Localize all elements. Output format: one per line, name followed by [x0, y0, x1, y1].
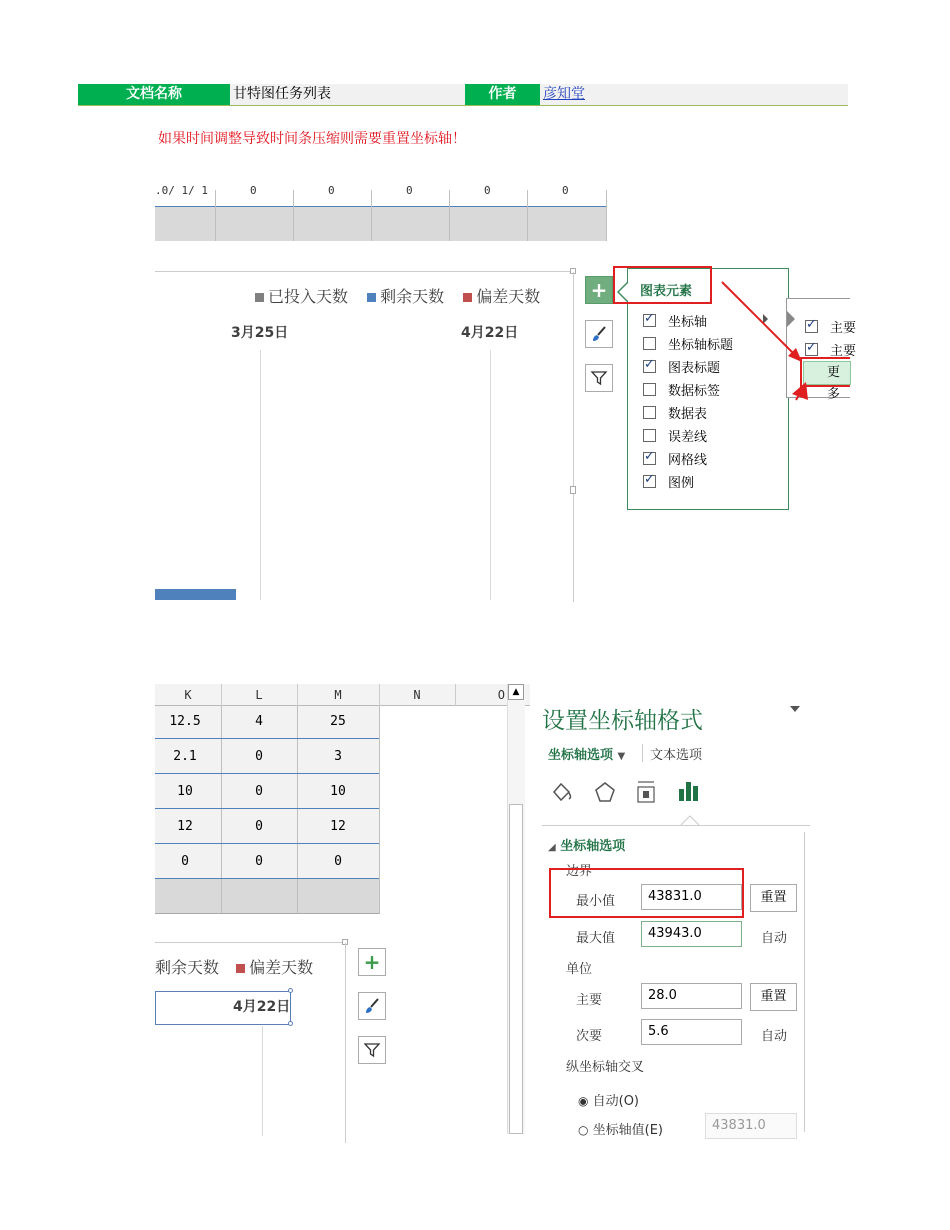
- gridline: [490, 350, 491, 600]
- checkbox-chart-title[interactable]: [643, 360, 656, 373]
- radio-auto[interactable]: [578, 1090, 639, 1109]
- chart-legend[interactable]: [255, 284, 540, 307]
- chart-top-border: [155, 942, 345, 943]
- gray-row: [155, 207, 607, 241]
- popup-title: 图表元素: [640, 284, 693, 299]
- checkbox-axis-title[interactable]: [643, 337, 656, 350]
- row-divider: [155, 738, 379, 739]
- screenshot-spreadsheet: [155, 684, 530, 1134]
- warning-note: 如果时间调整导致时间条压缩则需要重置坐标轴！: [158, 131, 466, 147]
- screenshot-chart-elements: [155, 184, 607, 600]
- element-error-bars[interactable]: [643, 424, 783, 447]
- scroll-up-icon[interactable]: ▲: [508, 684, 524, 700]
- chart-elements-button[interactable]: [585, 276, 613, 304]
- table-cell[interactable]: 12.5: [169, 714, 201, 729]
- element-label: 误差线: [668, 430, 708, 445]
- gridline: [260, 350, 261, 600]
- element-label: 网格线: [668, 453, 708, 468]
- annotation-arrows: [700, 270, 840, 410]
- column-header[interactable]: K: [184, 688, 192, 702]
- top-row-cell: 0: [406, 184, 413, 197]
- row-divider: [155, 808, 379, 809]
- table-cell[interactable]: 10: [177, 784, 193, 799]
- major-reset-button[interactable]: 重置: [750, 983, 797, 1011]
- grid-col-line: [606, 190, 607, 241]
- legend-swatch-remaining: [367, 293, 376, 302]
- plus-icon: +: [590, 278, 608, 302]
- effects-tab[interactable]: [592, 780, 618, 808]
- filter-icon: [363, 1041, 381, 1059]
- chart-elements-button[interactable]: [358, 948, 386, 976]
- legend-swatch-deviation: [463, 293, 472, 302]
- pentagon-icon: [592, 780, 618, 804]
- submenu-label: 主要: [830, 344, 857, 359]
- element-legend[interactable]: [643, 470, 783, 493]
- min-bound-input[interactable]: 43831.0: [641, 884, 742, 910]
- chart-right-border: [345, 943, 346, 1143]
- panel-scrollbar[interactable]: [804, 832, 814, 1132]
- row-divider: [155, 843, 379, 844]
- top-row: [155, 184, 607, 204]
- chart-right-border: [573, 272, 574, 602]
- header-divider: [455, 684, 456, 706]
- element-gridlines[interactable]: [643, 447, 783, 470]
- column-header[interactable]: N: [413, 688, 421, 702]
- brush-icon: [363, 997, 381, 1015]
- tab-caret: [680, 814, 700, 826]
- max-auto-label[interactable]: 自动: [761, 931, 788, 946]
- header-divider: [379, 684, 380, 706]
- checkbox-legend[interactable]: [643, 475, 656, 488]
- table-cell[interactable]: 0: [255, 819, 263, 834]
- checkbox-data-labels[interactable]: [643, 383, 656, 396]
- table-cell[interactable]: 12: [330, 819, 346, 834]
- checkbox-axis[interactable]: [643, 314, 656, 327]
- table-cell[interactable]: 0: [255, 784, 263, 799]
- table-cell[interactable]: 25: [330, 714, 346, 729]
- column-header[interactable]: L: [255, 688, 263, 702]
- legend-remaining: 剩余天数: [380, 287, 445, 306]
- section-label: 坐标轴选项: [560, 839, 626, 854]
- row-divider: [155, 773, 379, 774]
- gridline: [262, 1026, 263, 1136]
- axis-date-label: 3月25日: [231, 325, 289, 341]
- tab-axis-options[interactable]: [548, 744, 625, 763]
- highlight-box-min: [549, 868, 744, 918]
- chart-legend[interactable]: [155, 955, 313, 978]
- paint-bucket-icon: [549, 780, 575, 804]
- table-cell[interactable]: 0: [181, 854, 189, 869]
- tab-text-options[interactable]: 文本选项: [650, 748, 703, 763]
- legend-invested: 已投入天数: [268, 287, 349, 306]
- tab-divider: [642, 744, 643, 762]
- table-cell[interactable]: 4: [255, 714, 263, 729]
- table-cell[interactable]: 3: [334, 749, 342, 764]
- axis-date-label: 4月22日: [461, 325, 519, 341]
- chart-top-border: [155, 271, 575, 272]
- radio-label: 坐标轴值(E): [592, 1123, 663, 1138]
- minor-auto-label[interactable]: 自动: [761, 1029, 788, 1044]
- top-row-cell: 0: [250, 184, 257, 197]
- size-properties-tab[interactable]: [634, 779, 660, 809]
- highlight-box: [613, 266, 712, 304]
- chevron-down-icon: ▼: [617, 751, 626, 762]
- table-cell[interactable]: 12: [177, 819, 193, 834]
- chart-styles-button[interactable]: [585, 320, 613, 348]
- section-axis-options[interactable]: [548, 835, 625, 854]
- top-row-date-fragment: .0/ 1/ 1: [155, 184, 208, 197]
- element-label: 图表标题: [668, 361, 721, 376]
- chart-styles-button[interactable]: [358, 992, 386, 1020]
- axis-handle[interactable]: [288, 1021, 293, 1026]
- grid-col-line: [215, 190, 216, 241]
- grid-col-line: [527, 190, 528, 241]
- legend-swatch-deviation: [236, 964, 245, 973]
- gray-summary-row: [155, 878, 379, 913]
- checkbox-data-table[interactable]: [643, 406, 656, 419]
- row-divider: [155, 913, 379, 914]
- grid-col-line: [449, 190, 450, 241]
- axis-cross-heading: 纵坐标轴交叉: [566, 1060, 645, 1075]
- resize-handle[interactable]: [570, 486, 576, 494]
- chart-filters-button[interactable]: [585, 364, 613, 392]
- element-label: 图例: [668, 476, 695, 491]
- author-label: 作者: [465, 84, 540, 105]
- top-row-cell: 0: [328, 184, 335, 197]
- panel-divider: [542, 825, 810, 826]
- bounds-heading: 边界: [566, 864, 593, 879]
- element-label: 坐标轴标题: [668, 338, 734, 353]
- axis-options-tab[interactable]: [676, 779, 702, 807]
- table-cell[interactable]: 0: [255, 854, 263, 869]
- min-reset-button[interactable]: 重置: [750, 884, 797, 912]
- plus-icon: +: [363, 950, 381, 974]
- axis-date-label: 4月22日: [233, 999, 291, 1015]
- chart-filters-button[interactable]: [358, 1036, 386, 1064]
- filter-icon: [590, 369, 608, 387]
- checkbox-gridlines[interactable]: [643, 452, 656, 465]
- format-axis-panel-title: 设置坐标轴格式: [542, 708, 703, 734]
- minor-label: 次要: [576, 1029, 603, 1044]
- minor-unit-input[interactable]: 5.6: [641, 1019, 742, 1045]
- brush-icon: [590, 325, 608, 343]
- radio-axis-value[interactable]: [578, 1119, 663, 1138]
- legend-swatch-invested: [255, 293, 264, 302]
- fill-line-tab[interactable]: [549, 780, 575, 808]
- cell-divider: [379, 706, 380, 914]
- scrollbar-thumb[interactable]: [509, 804, 523, 1134]
- max-label: 最大值: [576, 931, 616, 946]
- element-label: 数据表: [668, 407, 708, 422]
- major-label: 主要: [576, 993, 603, 1008]
- submenu-label: 主要: [830, 321, 857, 336]
- table-cell[interactable]: 0: [334, 854, 342, 869]
- top-row-cell: 0: [562, 184, 569, 197]
- checkbox-error-bars[interactable]: [643, 429, 656, 442]
- table-cell[interactable]: 0: [255, 749, 263, 764]
- column-header[interactable]: M: [334, 688, 342, 702]
- axis-handle[interactable]: [288, 988, 293, 993]
- element-label: 数据标签: [668, 384, 721, 399]
- doc-name-value: 甘特图任务列表: [233, 86, 331, 102]
- author-link[interactable]: 彦知堂: [543, 86, 585, 102]
- row-divider: [155, 878, 379, 879]
- top-row-cell: 0: [484, 184, 491, 197]
- header-divider: [221, 684, 222, 706]
- units-heading: 单位: [566, 962, 593, 977]
- min-label: 最小值: [576, 894, 616, 909]
- table-cell[interactable]: 10: [330, 784, 346, 799]
- grid-col-line: [293, 190, 294, 241]
- radio-label: 自动(O): [592, 1094, 640, 1109]
- gantt-bar-remaining: [155, 589, 236, 600]
- element-label: 坐标轴: [668, 315, 708, 330]
- max-bound-input[interactable]: 43943.0: [641, 921, 742, 947]
- legend-deviation: 偏差天数: [249, 958, 314, 977]
- radio-empty-icon: ○: [578, 1123, 589, 1137]
- bar-chart-icon: [676, 779, 702, 803]
- legend-remaining: 剩余天数: [155, 958, 220, 977]
- size-properties-icon: [634, 779, 660, 805]
- grid-col-line: [371, 190, 372, 241]
- axis-value-input[interactable]: 43831.0: [705, 1113, 797, 1139]
- table-cell[interactable]: 2.1: [173, 749, 197, 764]
- column-header[interactable]: O: [497, 688, 505, 702]
- collapse-triangle-icon: ◢: [548, 842, 556, 853]
- major-unit-input[interactable]: 28.0: [641, 983, 742, 1009]
- radio-selected-icon: ◉: [578, 1094, 589, 1108]
- legend-deviation: 偏差天数: [476, 287, 541, 306]
- chevron-down-icon[interactable]: [790, 706, 800, 712]
- tab-label: 坐标轴选项: [548, 748, 614, 763]
- doc-name-label: 文档名称: [78, 84, 230, 105]
- more-options-label: 更多: [827, 365, 841, 402]
- header-divider: [297, 684, 298, 706]
